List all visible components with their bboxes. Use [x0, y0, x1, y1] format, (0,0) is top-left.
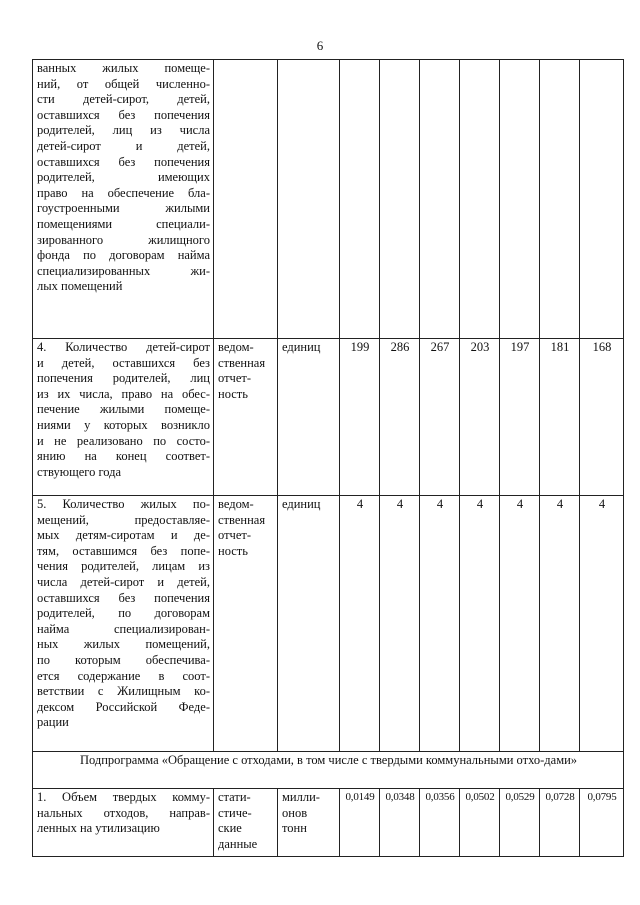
- value-cell: 4: [460, 496, 500, 752]
- value-cell: 168: [580, 339, 624, 496]
- value-cell: 286: [380, 339, 420, 496]
- value-cell: 4: [420, 496, 460, 752]
- indicator-name-cell: [33, 339, 214, 496]
- source-cell: [214, 496, 278, 752]
- text-line: ется содержание в соот-: [37, 668, 210, 683]
- value-cell: 0,0728: [540, 789, 580, 857]
- text-line: по которым обеспечива-: [37, 652, 210, 667]
- table-row-4: [33, 339, 624, 496]
- text-line: стиче-: [218, 805, 252, 820]
- value-cell: 4: [340, 496, 380, 752]
- value-cell: 0,0356: [420, 789, 460, 857]
- text-line: и детей, оставшихся без: [37, 355, 210, 370]
- indicator-name-cell: [33, 496, 214, 752]
- value-cell: 197: [500, 339, 540, 496]
- text-line: числа детей-сирот и детей,: [37, 574, 210, 589]
- value-cell: 0,0149: [340, 789, 380, 857]
- text-line: ственная: [218, 355, 266, 370]
- value-cell: [460, 60, 500, 339]
- value-cell: 203: [460, 339, 500, 496]
- text-line: лых помещений: [37, 279, 123, 294]
- text-line: отчет-: [218, 371, 252, 386]
- text-line: милли-: [282, 790, 320, 804]
- text-line: гоустроенными жилыми: [37, 201, 210, 216]
- unit-cell: [278, 339, 340, 496]
- text-line: нальных отходов, направ-: [37, 805, 210, 820]
- text-line: и не реализовано по состо-: [37, 433, 210, 448]
- value-cell: 4: [500, 496, 540, 752]
- text-line: единиц: [282, 340, 321, 354]
- text-line: печение жилыми помеще-: [37, 402, 210, 417]
- text-line: стати-: [218, 790, 251, 804]
- text-line: ленных на утилизацию: [37, 821, 160, 836]
- text-line: 4. Количество детей-сирот: [37, 340, 210, 354]
- text-line: янию на конец соответ-: [37, 449, 210, 464]
- text-line: отчет-: [218, 528, 252, 543]
- subprogram-heading-row: [33, 752, 624, 789]
- text-line: ний, от общей численно-: [37, 76, 210, 91]
- unit-cell: [278, 60, 340, 339]
- text-line: родителей, лиц из числа: [37, 123, 210, 138]
- value-cell: 199: [340, 339, 380, 496]
- value-cell: [540, 60, 580, 339]
- text-line: тям, оставшимся без попе-: [37, 543, 210, 558]
- text-line: ведом-: [218, 497, 254, 511]
- text-line: специализированных жи-: [37, 263, 210, 278]
- text-line: ские: [218, 821, 242, 836]
- text-line: ность: [218, 543, 248, 558]
- value-cell: 0,0529: [500, 789, 540, 857]
- text-line: мещений, предоставляе-: [37, 512, 210, 527]
- text-line: ных жилых помещений,: [37, 637, 210, 652]
- indicators-table: [32, 59, 624, 857]
- text-line: родителей, по договорам: [37, 606, 210, 621]
- text-line: фонда по договорам найма: [37, 248, 210, 263]
- source-cell: [214, 789, 278, 857]
- text-line: дексом Российской Феде-: [37, 699, 210, 714]
- unit-cell: [278, 789, 340, 857]
- value-cell: [420, 60, 460, 339]
- text-line: ность: [218, 386, 248, 401]
- table-row-5: [33, 496, 624, 752]
- value-cell: [580, 60, 624, 339]
- text-line: рации: [37, 715, 69, 730]
- text-line: оставшихся без попечения: [37, 154, 210, 169]
- value-cell: 4: [380, 496, 420, 752]
- text-line: детей-сирот и детей,: [37, 138, 210, 153]
- table-row-continued: [33, 60, 624, 339]
- value-cell: 4: [580, 496, 624, 752]
- text-line: мых детям-сиротам и де-: [37, 528, 210, 543]
- text-line: ведом-: [218, 340, 254, 354]
- text-line: помещениями специали-: [37, 216, 210, 231]
- indicator-name-cell: [33, 60, 214, 339]
- value-cell: 0,0795: [580, 789, 624, 857]
- source-cell: [214, 339, 278, 496]
- value-cell: 0,0348: [380, 789, 420, 857]
- text-line: право на обеспечение бла-: [37, 185, 210, 200]
- text-line: ванных жилых помеще-: [37, 61, 210, 75]
- text-line: 1. Объем твердых комму-: [37, 790, 210, 804]
- text-line: ветствии с Жилищным ко-: [37, 684, 210, 699]
- text-line: 5. Количество жилых по-: [37, 497, 210, 511]
- text-line: ственная: [218, 512, 266, 527]
- text-line: найма специализирован-: [37, 621, 210, 636]
- page-number: 6: [316, 38, 324, 53]
- value-cell: 181: [540, 339, 580, 496]
- text-line: онов: [282, 805, 308, 820]
- text-line: ствующего года: [37, 464, 122, 479]
- indicator-name-cell: [33, 789, 214, 857]
- value-cell: [380, 60, 420, 339]
- value-cell: 0,0502: [460, 789, 500, 857]
- text-line: данные: [218, 836, 258, 851]
- subprogram-title: Подпрограмма «Обращение с отходами, в том числе с твердыми коммунальными отхо-дами»: [33, 752, 624, 789]
- value-cell: 4: [540, 496, 580, 752]
- text-line: зированного жилищного: [37, 232, 210, 247]
- value-cell: 267: [420, 339, 460, 496]
- text-line: попечения родителей, лиц: [37, 371, 210, 386]
- text-line: оставшихся без попечения: [37, 107, 210, 122]
- unit-cell: [278, 496, 340, 752]
- value-cell: [340, 60, 380, 339]
- text-line: ниями у которых возникло: [37, 417, 210, 432]
- text-line: родителей, имеющих: [37, 170, 210, 185]
- text-line: сти детей-сирот, детей,: [37, 92, 210, 107]
- text-line: из их числа, право на обес-: [37, 386, 210, 401]
- value-cell: [500, 60, 540, 339]
- source-cell: [214, 60, 278, 339]
- text-line: чения родителей, лицам из: [37, 559, 210, 574]
- text-line: тонн: [282, 821, 307, 836]
- table-row-waste-1: [33, 789, 624, 857]
- text-line: единиц: [282, 497, 321, 511]
- text-line: оставшихся без попечения: [37, 590, 210, 605]
